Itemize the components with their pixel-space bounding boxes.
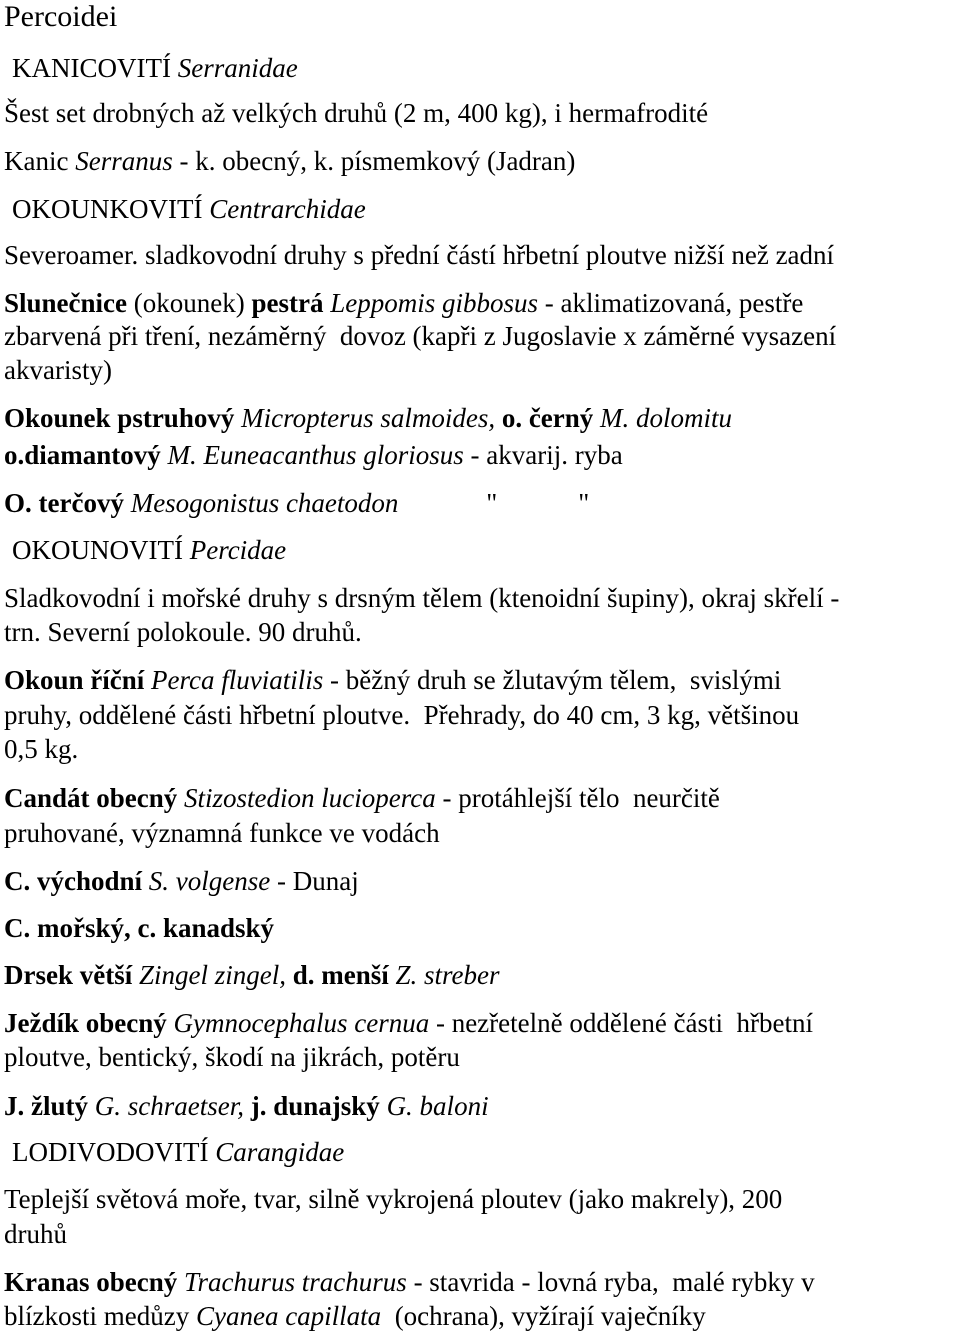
text-segment: - běžný druh se žlutavým tělem, svislými (323, 665, 782, 695)
latin-name: M. dolomitu (600, 403, 733, 433)
latin-name: M. Euneacanthus gloriosus (167, 440, 464, 470)
latin-name: Trachurus trachurus (184, 1267, 407, 1297)
family-name-cz: OKOUNOVITÍ (12, 535, 183, 565)
text-line (4, 100, 960, 127)
species-name: Drsek větší (4, 960, 133, 990)
text-line (4, 585, 960, 612)
latin-name: Gymnocephalus cernua (173, 1008, 430, 1038)
family-name-latin: Carangidae (215, 1137, 345, 1167)
species-line (4, 1010, 960, 1037)
species-name: C. východní (4, 866, 143, 896)
family-name-latin: Serranidae (177, 53, 298, 83)
text-segment: Sladkovodní i mořské druhy s drsným tělem (ktenoidní šupiny), okraj skřelí - (4, 583, 840, 613)
species-name: Okounek pstruhový (4, 403, 235, 433)
species-line (4, 490, 960, 517)
text-segment: - stavrida - lovná ryba, malé rybky v (406, 1267, 815, 1297)
species-name: pestrá (251, 288, 324, 318)
species-line (4, 148, 960, 175)
text-segment: - akvarij. ryba (463, 440, 623, 470)
latin-name: Micropterus salmoides, (241, 403, 496, 433)
text-line (4, 357, 960, 384)
species-name: o. černý (501, 403, 594, 433)
text-segment: (ochrana), vyžírají vaječníky (381, 1301, 706, 1331)
latin-name: Stizostedion lucioperca (184, 783, 436, 813)
species-line (4, 442, 960, 469)
text-line (4, 242, 960, 269)
latin-name: S. volgense (148, 866, 271, 896)
text-line (4, 1044, 960, 1071)
text-segment: - protáhlejší tělo neurčitě (435, 783, 720, 813)
text-segment: - aklimatizovaná, pestře (538, 288, 804, 318)
species-line (4, 290, 960, 317)
text-segment: blízkosti medůzy (4, 1301, 196, 1331)
latin-name: Cyanea capillata (195, 1301, 382, 1331)
text-segment: ploutve, bentický, škodí na jikrách, potěru (4, 1042, 460, 1072)
text-segment: pruhované, významná funkce ve vodách (4, 818, 440, 848)
species-name: Okoun říční (4, 665, 145, 695)
family-name-latin: Centrarchidae (209, 194, 366, 224)
text-segment: trn. Severní polokoule. 90 druhů. (4, 617, 362, 647)
species-name: Slunečnice (4, 288, 128, 318)
species-line (4, 785, 960, 812)
latin-name: Serranus (75, 146, 173, 176)
species-name: d. menší (292, 960, 389, 990)
text-line (4, 1221, 960, 1248)
text-line (4, 1303, 960, 1330)
species-name: o.diamantový (4, 440, 161, 470)
species-line (4, 1269, 960, 1296)
species-line (4, 405, 960, 432)
text-line (4, 619, 960, 646)
species-name: Candát obecný (4, 783, 178, 813)
latin-name: Z. streber (395, 960, 500, 990)
latin-name: Mesogonistus chaetodon (130, 488, 399, 518)
latin-name: G. schraetser, (94, 1091, 244, 1121)
family-name-cz: KANICOVITÍ (12, 53, 171, 83)
text-line (4, 1186, 960, 1213)
species-name: C. mořský, c. kanadský (4, 913, 275, 943)
text-segment: - Dunaj (270, 866, 359, 896)
ditto-marks: " " (398, 488, 590, 518)
text-segment: Teplejší světová moře, tvar, silně vykrojená ploutev (jako makrely), 200 (4, 1184, 783, 1214)
species-name: j. dunajský (250, 1091, 380, 1121)
text-line (4, 702, 960, 729)
text-segment: zbarvená při tření, nezáměrný dovoz (kapři z Jugoslavie x záměrné vysazení (4, 321, 837, 351)
family-name-cz: OKOUNKOVITÍ (12, 194, 203, 224)
family-name-cz: LODIVODOVITÍ (12, 1137, 209, 1167)
species-line (4, 962, 960, 989)
species-line (4, 915, 960, 942)
text-segment: 0,5 kg. (4, 734, 79, 764)
text-segment: - nezřetelně oddělené části hřbetní (429, 1008, 814, 1038)
family-heading-centrarchidae (12, 196, 960, 223)
species-name: Ježdík obecný (4, 1008, 167, 1038)
latin-name: G. baloni (386, 1091, 489, 1121)
text-segment: druhů (4, 1219, 67, 1249)
species-line (4, 1093, 960, 1120)
page-title: Percoidei (4, 0, 118, 33)
text-segment: Šest set drobných až velkých druhů (2 m, 400 kg), i hermafrodité (4, 98, 709, 128)
species-name: O. terčový (4, 488, 124, 518)
text-line (4, 736, 960, 763)
family-heading-serranidae (12, 55, 960, 82)
family-heading-percidae (12, 537, 960, 564)
text-segment: akvaristy) (4, 355, 112, 385)
text-segment: - k. obecný, k. písmemkový (Jadran) (172, 146, 576, 176)
text-segment: Severoamer. sladkovodní druhy s přední částí hřbetní ploutve nižší než zadní (4, 240, 835, 270)
text-segment: Kanic (4, 146, 76, 176)
species-name: J. žlutý (4, 1091, 88, 1121)
text-segment: (okounek) (127, 288, 252, 318)
latin-name: Zingel zingel, (138, 960, 286, 990)
species-line (4, 667, 960, 694)
family-heading-carangidae (12, 1139, 960, 1166)
family-name-latin: Percidae (189, 535, 287, 565)
text-segment: pruhy, oddělené části hřbetní ploutve. Přehrady, do 40 cm, 3 kg, většinou (4, 700, 800, 730)
latin-name: Leppomis gibbosus (330, 288, 538, 318)
species-line (4, 868, 960, 895)
latin-name: Perca fluviatilis (151, 665, 324, 695)
text-line (4, 323, 960, 350)
text-line (4, 820, 960, 847)
species-name: Kranas obecný (4, 1267, 178, 1297)
